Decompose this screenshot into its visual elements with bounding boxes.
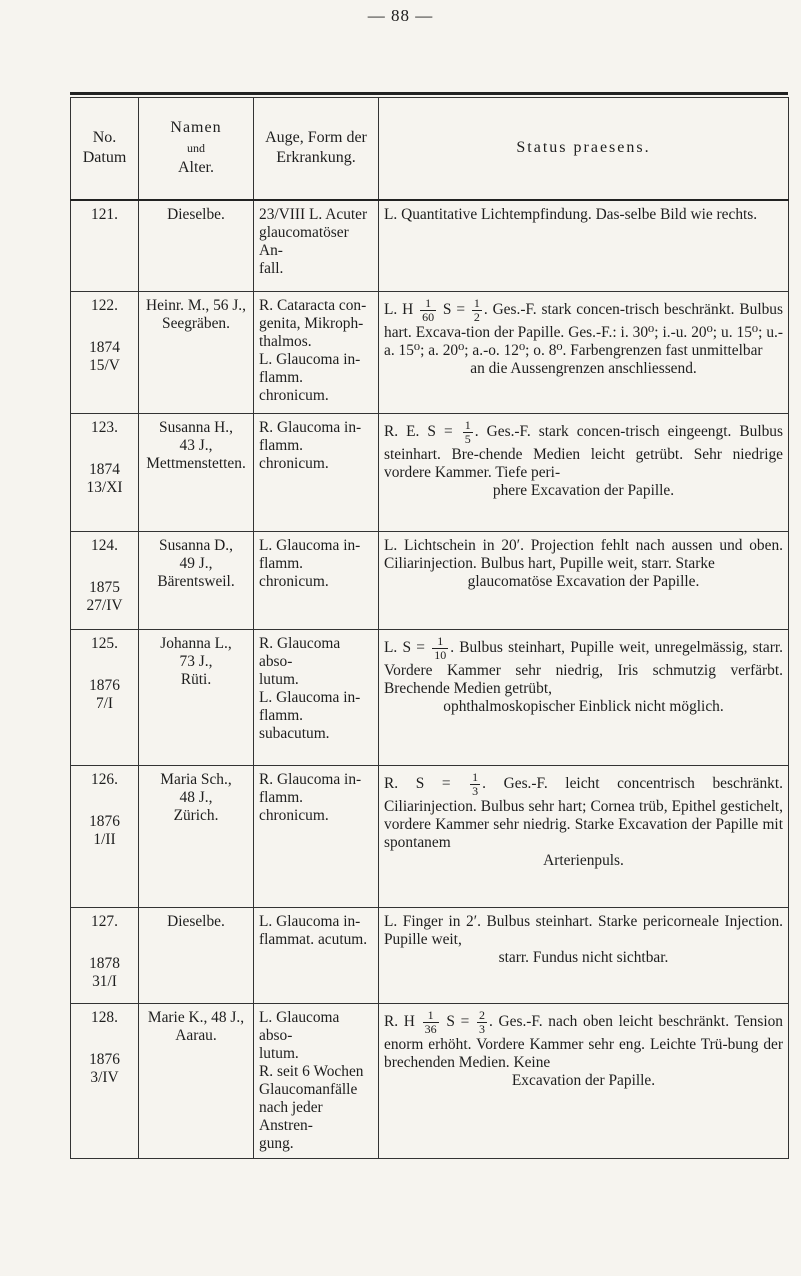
status-cell (379, 292, 789, 414)
diagnosis-line: R. Glaucoma in- (259, 419, 362, 436)
top-rule (70, 92, 788, 95)
diagnosis-line: gung. (259, 1135, 294, 1152)
patient-cell (139, 908, 254, 1004)
status-cell (379, 766, 789, 908)
diagnosis-cell (254, 630, 379, 766)
patient-line: Bärentsweil. (157, 573, 235, 590)
status-cell (379, 630, 789, 766)
acuity-fraction-denominator: 2 (473, 310, 480, 324)
case-number-cell (71, 908, 139, 1004)
diagnosis-line: Glaucomanfälle (259, 1081, 358, 1098)
header-no-datum (71, 98, 139, 200)
case-date: 3/IV (90, 1069, 119, 1086)
acuity-fraction (463, 419, 473, 446)
formula-period: . (450, 639, 460, 657)
patient-cell (139, 766, 254, 908)
header-no: No. (92, 129, 117, 147)
case-year: 1876 (89, 1051, 120, 1068)
diagnosis-line: lutum. (259, 671, 299, 688)
status-formula-prefix: L. H (384, 301, 419, 319)
diagnosis-line: L. Glaucoma abso- (259, 1009, 340, 1044)
case-number-cell (71, 1004, 139, 1159)
table-row (71, 532, 789, 630)
diagnosis-cell (254, 292, 379, 414)
status-cell (379, 1004, 789, 1159)
patient-line: 43 J., (179, 437, 213, 454)
header-alter: Alter. (178, 159, 214, 177)
case-year: 1876 (89, 813, 120, 830)
header-name (139, 98, 254, 200)
acuity-fraction-numerator: 1 (473, 296, 480, 310)
status-text: L. Finger in 2′. Bulbus steinhart. Starke pericorneale Injection. Pupille weit, (384, 913, 783, 948)
formula-period: . (483, 301, 493, 319)
case-date: 13/XI (86, 479, 123, 496)
patient-cell (139, 200, 254, 292)
status-last-line: starr. Fundus nicht sichtbar. (498, 949, 669, 966)
diagnosis-line: glaucomatöser An- (259, 223, 349, 259)
header-datum: Datum (82, 149, 127, 167)
header-eye-line1: Auge, Form der (265, 129, 367, 147)
patient-line: Johanna L., (160, 635, 232, 652)
acuity-fraction-numerator: 1 (472, 770, 479, 784)
diagnosis-cell (254, 414, 379, 532)
status-text: Bulbus steinhart, Pupille weit, unregelmässig, starr. Vordere Kammer sehr niedrig, Iris schmutzig verfärbt. Brechende Medien getrübt, (384, 639, 783, 697)
hyperopia-fraction (420, 297, 436, 324)
status-formula-prefix: L. S = (384, 639, 431, 657)
diagnosis-cell (254, 532, 379, 630)
case-number-cell (71, 630, 139, 766)
diagnosis-line: flamm. chronicum. (259, 555, 329, 590)
status-cell (379, 414, 789, 532)
status-cell (379, 908, 789, 1004)
hyperopia-fraction-denominator: 60 (422, 310, 435, 324)
patient-line: 73 J., (179, 653, 213, 670)
patient-line: Susanna H., (159, 419, 233, 436)
diagnosis-cell (254, 1004, 379, 1159)
patient-line: 49 J., (179, 555, 213, 572)
header-status: Status praesens. (379, 98, 789, 200)
acuity-fraction-numerator: 1 (464, 418, 471, 432)
case-number: 125. (91, 635, 118, 652)
hyperopia-fraction-numerator: 1 (420, 297, 436, 311)
table-row (71, 908, 789, 1004)
patient-line: 48 J., (179, 789, 213, 806)
formula-period: . (474, 423, 487, 441)
case-date: 15/V (89, 357, 120, 374)
header-row (71, 98, 789, 200)
diagnosis-line: nach jeder Anstren- (259, 1099, 323, 1134)
acuity-fraction (472, 297, 482, 324)
status-last-line: phere Excavation der Papille. (492, 482, 675, 499)
acuity-fraction-denominator: 5 (464, 432, 471, 446)
diagnosis-cell (254, 766, 379, 908)
diagnosis-line: flammat. acutum. (259, 931, 368, 948)
diagnosis-line: genita, Mikroph- (259, 315, 364, 332)
status-formula-prefix: R. H (384, 1013, 421, 1031)
header-und: und (187, 141, 205, 156)
diagnosis-line: flamm. subacutum. (259, 707, 330, 742)
case-date: 27/IV (86, 597, 123, 614)
hyperopia-fraction-denominator: 36 (424, 1022, 437, 1036)
case-year: 1874 (89, 339, 120, 356)
diagnosis-line: R. Glaucoma abso- (259, 635, 341, 670)
status-last-line: an die Aussengrenzen anschliessend. (470, 360, 697, 377)
acuity-fraction (432, 635, 448, 662)
patient-line: Dieselbe. (167, 205, 225, 223)
acuity-fraction (477, 1009, 487, 1036)
case-number: 122. (91, 297, 118, 314)
table-row (71, 766, 789, 908)
case-number-cell (71, 200, 139, 292)
diagnosis-line: L. Glaucoma in- (259, 913, 361, 930)
diagnosis-line: lutum. (259, 1045, 299, 1062)
patient-line: Rüti. (180, 671, 212, 688)
diagnosis-line: fall. (259, 259, 284, 277)
status-text: Ges.-F. nach oben leicht beschränkt. Tension enorm erhöht. Vordere Kammer sehr eng. Leichte Trü-bung der brechenden Medien. Keine (384, 1013, 783, 1071)
case-number-cell (71, 532, 139, 630)
acuity-fraction-denominator: 10 (434, 648, 447, 662)
patient-line: Zürich. (173, 807, 219, 824)
case-year: 1878 (89, 955, 120, 972)
acuity-fraction-numerator: 2 (478, 1008, 485, 1022)
acuity-fraction (470, 771, 480, 798)
diagnosis-line: L. Glaucoma in- (259, 537, 361, 554)
case-date: 1/II (93, 831, 116, 848)
patient-line: Maria Sch., (160, 771, 232, 788)
patient-line: Mettmenstetten. (146, 455, 246, 472)
diagnosis-line: L. Glaucoma in- (259, 351, 361, 368)
patient-cell (139, 414, 254, 532)
status-last-line: glaucomatöse Excavation der Papille. (467, 573, 700, 590)
case-year: 1875 (89, 579, 120, 596)
diagnosis-line: L. Glaucoma in- (259, 689, 361, 706)
equals-sign: S = (440, 1013, 475, 1031)
case-number: 124. (91, 537, 118, 554)
case-number-cell (71, 766, 139, 908)
diagnosis-line: flamm. chronicum. (259, 437, 329, 472)
status-text: L. Quantitative Lichtempfindung. Das-selbe Bild wie rechts. (384, 205, 758, 223)
case-year: 1874 (89, 461, 120, 478)
diagnosis-line: 23/VIII L. Acuter (259, 205, 368, 223)
patient-line: Susanna D., (159, 537, 233, 554)
page-number: — 88 — (367, 6, 434, 25)
table-row (71, 414, 789, 532)
diagnosis-line: thalmos. (259, 333, 312, 350)
case-date: 31/I (92, 973, 117, 990)
patient-line: Aarau. (175, 1027, 217, 1044)
case-year: 1876 (89, 677, 120, 694)
diagnosis-line: R. Cataracta con- (259, 297, 367, 314)
patient-cell (139, 630, 254, 766)
diagnosis-line: R. Glaucoma in- (259, 771, 362, 788)
acuity-fraction-denominator: 3 (472, 784, 479, 798)
diagnosis-cell (254, 908, 379, 1004)
status-last-line: ophthalmoskopischer Einblick nicht möglich. (443, 698, 724, 715)
case-number-cell (71, 292, 139, 414)
status-formula-prefix: R. S = (384, 775, 469, 793)
table-row (71, 292, 789, 414)
case-number: 123. (91, 419, 118, 436)
case-number: 126. (91, 771, 118, 788)
status-text: L. Lichtschein in 20′. Projection fehlt nach aussen und oben. Ciliarinjection. Bulbus hart, Pupille weit, starr. Starke (384, 537, 783, 572)
patient-line: Seegräben. (162, 315, 230, 332)
status-text: Ges.-F. stark concen-trisch beschränkt. Bulbus hart. Excava-tion der Papille. Ges.-F.: i. 30⁰; i.-u. 20⁰; u. 15⁰; u.-a. 15⁰; a. 20⁰; a.-o. 12⁰; o. 8⁰. Farbengrenzen fast unmittelbar (384, 301, 783, 359)
patient-line: Dieselbe. (167, 913, 225, 930)
case-table (70, 97, 789, 1159)
header-eye (254, 98, 379, 200)
table-row (71, 630, 789, 766)
formula-period: . (488, 1013, 499, 1031)
case-number: 128. (91, 1009, 118, 1026)
acuity-fraction-denominator: 3 (478, 1022, 485, 1036)
header-namen: Namen (170, 119, 222, 137)
table-body (71, 200, 789, 1159)
patient-line: Marie K., 48 J., (147, 1009, 245, 1026)
hyperopia-fraction-numerator: 1 (423, 1009, 439, 1023)
equals-sign: S = (438, 301, 470, 319)
header-eye-line2: Erkrankung. (276, 149, 356, 167)
status-formula-prefix: R. E. S = (384, 423, 461, 441)
case-date: 7/I (95, 695, 114, 712)
patient-line: Heinr. M., 56 J., (145, 297, 247, 314)
acuity-fraction-numerator: 1 (432, 635, 448, 649)
formula-period: . (482, 775, 504, 793)
status-text: Ges.-F. stark concen-trisch eingeengt. Bulbus steinhart. Bre-chende Medien leicht getrübt. Sehr niedrige vordere Kammer. Tiefe peri- (384, 423, 783, 481)
diagnosis-line: flamm. chronicum. (259, 789, 329, 824)
status-cell (379, 532, 789, 630)
patient-cell (139, 292, 254, 414)
table-row (71, 200, 789, 292)
diagnosis-line: flamm. chronicum. (259, 369, 329, 404)
status-last-line: Excavation der Papille. (511, 1072, 656, 1089)
table-row (71, 1004, 789, 1159)
patient-cell (139, 1004, 254, 1159)
case-number: 127. (91, 913, 118, 930)
patient-cell (139, 532, 254, 630)
diagnosis-line: R. seit 6 Wochen (259, 1063, 364, 1080)
status-last-line: Arterienpuls. (543, 852, 624, 869)
status-cell (379, 200, 789, 292)
diagnosis-cell (254, 200, 379, 292)
case-number-cell (71, 414, 139, 532)
case-number: 121. (91, 205, 118, 223)
status-text: Ges.-F. leicht concentrisch beschränkt. Ciliarinjection. Bulbus sehr hart; Cornea trüb, Epithel gestichelt, vordere Kammer sehr niedrig. Starke Excavation der Papille mit spontanem (384, 775, 783, 851)
hyperopia-fraction (423, 1009, 439, 1036)
